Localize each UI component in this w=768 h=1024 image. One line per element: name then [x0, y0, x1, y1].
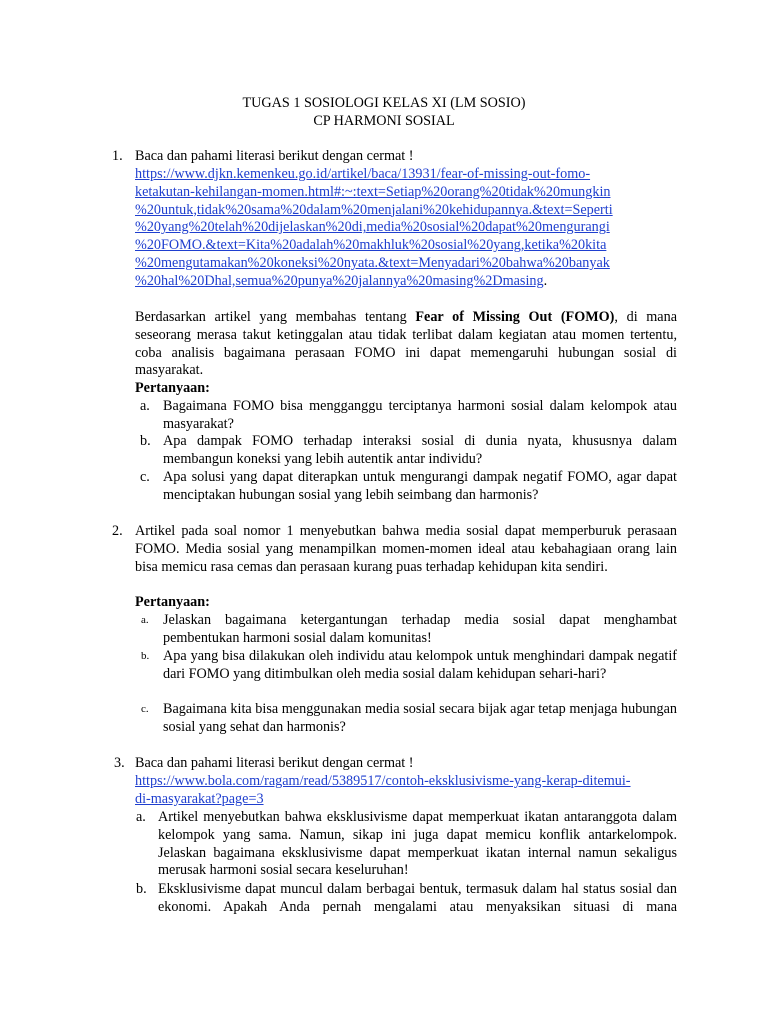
- q1-question-b: Apa dampak FOMO terhadap interaksi sosial di dunia nyata, khususnya dalam membangun koneksi yang lebih autentik antar individu?: [163, 433, 677, 467]
- q1-question-letter: a.: [140, 398, 150, 414]
- document-subtitle: CP HARMONI SOSIAL: [313, 113, 455, 129]
- q1-paragraph: [135, 309, 677, 380]
- q1-number: 1.: [112, 148, 123, 164]
- q3-link-line[interactable]: https://www.bola.com/ragam/read/5389517/contoh-eksklusivisme-yang-kerap-ditemui-: [135, 773, 631, 789]
- q1-paragraph-pre: Berdasarkan artikel yang membahas tentang: [135, 309, 416, 325]
- q2-questions-label: Pertanyaan:: [135, 594, 210, 610]
- q1-link-line[interactable]: %20hal%20Dhal,semua%20punya%20jalannya%20masing%2Dmasing: [135, 272, 544, 289]
- q3-question-a: Artikel menyebutkan bahwa eksklusivisme dapat memperkuat ikatan antaranggota dalam kelompok yang sama. Namun, sikap ini juga dapat memicu konflik antarkelompok. Jelaskan bagaimana eksklusivisme dapat memperkuat ikatan internal namun sekaligus merusak harmoni sosial secara keseluruhan!: [158, 809, 677, 879]
- q1-link-line[interactable]: ketakutan-kehilangan-momen.html#:~:text=Setiap%20orang%20tidak%20mungkin: [135, 183, 611, 200]
- q1-link-line[interactable]: %20yang%20telah%20dijelaskan%20di,media%20sosial%20dapat%20mengurangi: [135, 219, 610, 236]
- q1-question-c: Apa solusi yang dapat diterapkan untuk mengurangi dampak negatif FOMO, agar dapat menciptakan hubungan sosial yang lebih seimbang dan harmonis?: [163, 469, 677, 503]
- q3-number: 3.: [114, 755, 125, 771]
- q2-question-letter: a.: [141, 614, 149, 626]
- q1-link[interactable]: [135, 166, 680, 291]
- q2-question-c: Bagaimana kita bisa menggunakan media sosial secara bijak agar tetap menjaga hubungan sosial yang sehat dan harmonis?: [163, 701, 677, 735]
- q3-question-letter: a.: [136, 809, 146, 825]
- q3-question-letter: b.: [136, 881, 147, 897]
- q1-instruction: Baca dan pahami literasi berikut dengan cermat !: [135, 148, 414, 164]
- q1-question-letter: b.: [140, 433, 151, 449]
- q2-question-letter: c.: [141, 703, 149, 715]
- q1-question-letter: c.: [140, 469, 150, 485]
- q1-link-line[interactable]: https://www.djkn.kemenkeu.go.id/artikel/baca/13931/fear-of-missing-out-fomo-: [135, 166, 591, 182]
- q3-question-b: Eksklusivisme dapat muncul dalam berbagai bentuk, termasuk dalam hal status sosial dan ekonomi. Apakah Anda pernah mengalami atau menyaksikan situasi di mana: [158, 881, 677, 915]
- q2-question-b: Apa yang bisa dilakukan oleh individu atau kelompok untuk menghindari dampak negatif dari FOMO yang ditimbulkan oleh media sosial dalam kehidupan sehari-hari?: [163, 648, 677, 682]
- q2-question-a: Jelaskan bagaimana ketergantungan terhadap media sosial dapat menghambat pembentukan harmoni sosial dalam komunitas!: [163, 612, 677, 646]
- q3-instruction: Baca dan pahami literasi berikut dengan cermat !: [135, 755, 414, 771]
- q1-question-a: Bagaimana FOMO bisa mengganggu terciptanya harmoni sosial dalam kelompok atau masyarakat?: [163, 398, 677, 432]
- q1-questions-label: Pertanyaan:: [135, 380, 210, 396]
- q1-paragraph-term: Fear of Missing Out (FOMO): [415, 309, 615, 325]
- q1-link-line[interactable]: %20mengutamakan%20koneksi%20nyata.&text=Menyadari%20bahwa%20banyak: [135, 254, 610, 271]
- q2-question-letter: b.: [141, 650, 150, 662]
- q1-link-line[interactable]: %20FOMO.&text=Kita%20adalah%20makhluk%20sosial%20yang,ketika%20kita: [135, 237, 607, 254]
- q2-number: 2.: [112, 523, 123, 539]
- q2-intro: Artikel pada soal nomor 1 menyebutkan bahwa media sosial dapat memperburuk perasaan FOMO. Media sosial yang menampilkan momen-momen ideal atau kebahagiaan orang lain bisa memicu rasa cemas dan perasaan kurang puas terhadap kehidupan kita sendiri.: [135, 523, 677, 575]
- document-title: TUGAS 1 SOSIOLOGI KELAS XI (LM SOSIO): [242, 95, 526, 111]
- q1-link-period: .: [543, 272, 548, 289]
- q3-link-line[interactable]: di-masyarakat?page=3: [135, 790, 264, 807]
- q3-link[interactable]: [135, 773, 680, 809]
- q1-paragraph-post: , di mana seseorang merasa takut ketinggalan atau tidak terlibat dalam kegiatan atau momen tertentu, coba analisis bagaimana perasaan FOMO ini dapat memengaruhi hubungan sosial di masyarakat.: [135, 309, 677, 379]
- q1-link-line[interactable]: %20untuk,tidak%20sama%20dalam%20menjalani%20kehidupannya.&text=Seperti: [135, 201, 613, 218]
